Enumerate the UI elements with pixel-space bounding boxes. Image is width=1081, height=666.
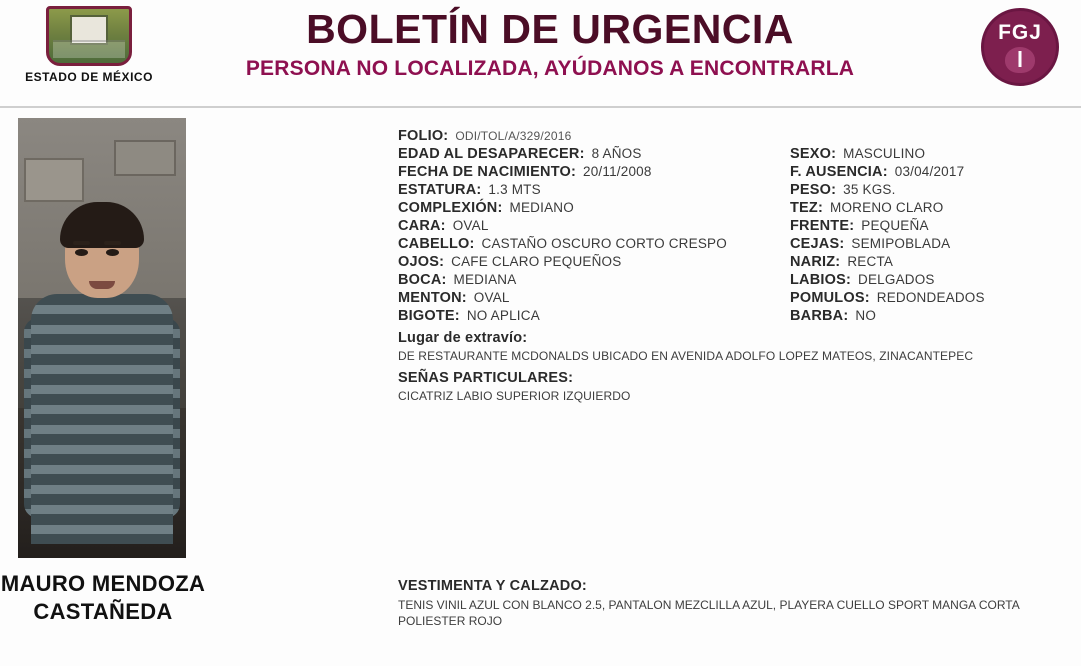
field-labios-value: DELGADOS [858,272,935,287]
field-row-cabello-cejas [398,236,1058,252]
field-row-folio [398,128,1058,144]
field-labios [790,272,1058,288]
field-row-nacimiento-ausencia [398,164,1058,180]
photo-brow-right [104,241,121,245]
field-bigote-label: BIGOTE: [398,308,460,324]
field-peso-value: 35 KGS. [843,182,896,197]
field-row-bigote-barba [398,308,1058,324]
field-bigote-value: NO APLICA [466,308,540,323]
page-title: BOLETÍN DE URGENCIA [306,6,794,52]
photo-shelf-right [114,140,176,176]
field-menton-label: MENTON: [398,290,467,306]
field-cejas-label: CEJAS: [790,236,845,252]
poster-titles [200,8,900,81]
block-vestimenta-label: VESTIMENTA Y CALZADO: [398,578,587,594]
field-peso [790,182,1058,198]
field-nariz-label: NARIZ: [790,254,841,270]
field-cabello-label: CABELLO: [398,236,475,252]
field-edad-label: EDAD AL DESAPARECER: [398,146,585,162]
field-boca-value: MEDIANA [453,272,517,287]
field-pomulos [790,290,1058,306]
field-row-complexion-tez [398,200,1058,216]
field-nariz [790,254,1058,270]
field-ausencia [790,164,1058,180]
field-ojos [398,254,790,270]
field-peso-label: PESO: [790,182,837,198]
header-divider [0,106,1081,108]
photo-mouth [89,281,115,289]
field-barba-label: BARBA: [790,308,849,324]
field-nacimiento-value: 20/11/2008 [583,164,652,179]
field-boca [398,272,790,288]
field-cara [398,218,790,234]
field-bigote [398,308,790,324]
field-complexion-value: MEDIANO [509,200,574,215]
field-frente [790,218,1058,234]
field-barba [790,308,1058,324]
field-tez [790,200,1058,216]
field-cejas-value: SEMIPOBLADA [851,236,951,251]
block-lugar-text: DE RESTAURANTE MCDONALDS UBICADO EN AVENIDA ADOLFO LOPEZ MATEOS, ZINACANTEPEC [398,349,974,363]
field-estatura-label: ESTATURA: [398,182,482,198]
photo-shelf-left [24,158,84,202]
field-folio [398,128,790,144]
field-ausencia-value: 03/04/2017 [894,164,965,179]
block-vestimenta-text: TENIS VINIL AZUL CON BLANCO 2.5, PANTALON MEZCLILLA AZUL, PLAYERA CUELLO SPORT MANGA CORTA POLIESTER ROJO [398,598,1020,629]
person-details [398,128,1058,404]
field-folio-value: ODI/TOL/A/329/2016 [455,129,572,143]
person-name-line1: MAURO MENDOZA [0,571,206,596]
field-sexo-value: MASCULINO [843,146,926,161]
block-senas-text: CICATRIZ LABIO SUPERIOR IZQUIERDO [398,389,631,404]
person-name-line2: CASTAÑEDA [33,598,173,624]
person-photo [18,118,186,558]
field-nacimiento [398,164,790,180]
field-folio-spacer [790,128,1058,144]
field-nariz-value: RECTA [847,254,894,269]
block-lugar-label: Lugar de extravío: [398,330,528,346]
field-nacimiento-label: FECHA DE NACIMIENTO: [398,164,576,180]
field-ojos-label: OJOS: [398,254,445,270]
field-labios-label: LABIOS: [790,272,852,288]
field-frente-label: FRENTE: [790,218,855,234]
field-menton [398,290,790,306]
poster-header [0,0,1081,108]
block-senas-particulares [398,370,1058,404]
page-subtitle: PERSONA NO LOCALIZADA, AYÚDANOS A ENCONTRARLA [245,57,855,81]
block-vestimenta [398,578,1058,629]
photo-eye-right [106,249,119,256]
field-row-cara-frente [398,218,1058,234]
field-row-estatura-peso [398,182,1058,198]
field-row-ojos-nariz [398,254,1058,270]
field-tez-label: TEZ: [790,200,824,216]
field-pomulos-value: REDONDEADOS [876,290,985,305]
field-estatura-value: 1.3 MTS [488,182,541,197]
person-name [0,570,206,625]
field-cejas [790,236,1058,252]
field-cara-value: OVAL [452,218,489,233]
field-cabello [398,236,790,252]
field-estatura [398,182,790,198]
fgj-logo-text: FGJ [998,21,1042,44]
field-sexo [790,146,1058,162]
fgj-emblem-icon [1005,47,1035,73]
field-pomulos-label: POMULOS: [790,290,870,306]
block-lugar-extravio [398,330,1058,364]
block-senas-label: SEÑAS PARTICULARES: [398,370,574,387]
field-row-edad-sexo [398,146,1058,162]
crest-label: ESTADO DE MÉXICO [25,70,153,84]
field-cara-label: CARA: [398,218,446,234]
photo-eye-left [75,249,88,256]
field-edad-value: 8 AÑOS [591,146,642,161]
field-menton-value: OVAL [473,290,510,305]
field-boca-label: BOCA: [398,272,447,288]
fgj-logo [981,8,1059,86]
field-barba-value: NO [855,308,877,323]
field-tez-value: MORENO CLARO [830,200,944,215]
photo-brow-left [73,241,90,245]
field-sexo-label: SEXO: [790,146,837,162]
field-ojos-value: CAFE CLARO PEQUEÑOS [451,254,622,269]
field-frente-value: PEQUEÑA [861,218,929,233]
crest-shield-icon [46,6,132,66]
field-complexion [398,200,790,216]
field-row-menton-pomulos [398,290,1058,306]
field-row-boca-labios [398,272,1058,288]
field-ausencia-label: F. AUSENCIA: [790,164,888,180]
estado-de-mexico-crest [25,6,153,98]
field-cabello-value: CASTAÑO OSCURO CORTO CRESPO [481,236,727,251]
photo-striped-shirt [31,294,173,544]
field-complexion-label: COMPLEXIÓN: [398,200,503,216]
field-folio-label: FOLIO: [398,128,449,144]
field-edad [398,146,790,162]
